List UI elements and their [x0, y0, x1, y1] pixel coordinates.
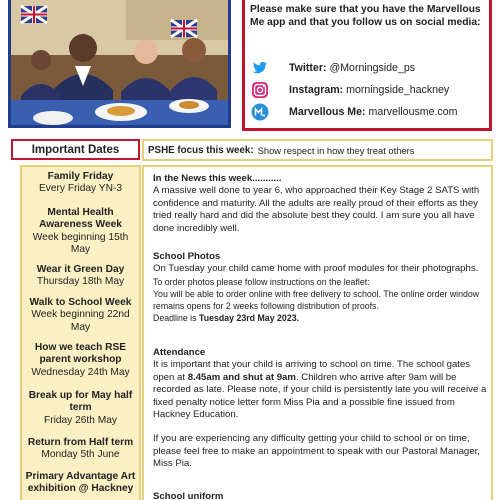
school-photos-section: School Photos On Tuesday your child came home with proof modules for their photographs. To order photos please follow instructions on the leaflet: You will be able to order online with free delivery to school. The online order window remains opens for 2 weeks following distribution of proofs. Deadline is Tuesday 23rd May 2023.: [153, 251, 487, 324]
school-uniform-heading: School uniform: [153, 491, 224, 500]
twitter-link[interactable]: Twitter: @Morningside_ps: [251, 58, 415, 78]
photo-deadline: Tuesday 23rd May 2023.: [198, 312, 300, 323]
school-photos-heading: School Photos: [153, 251, 221, 262]
twitter-icon: [251, 59, 269, 77]
social-media-box: [242, 0, 492, 131]
gate-times: 8.45am and shut at 9am: [187, 371, 296, 383]
important-dates-list: [20, 165, 141, 500]
marvellous-me-icon: [251, 103, 269, 121]
marvellous-me-link[interactable]: Marvellous Me: marvellousme.com: [251, 102, 457, 122]
pshe-label: PSHE focus this week:: [148, 144, 254, 156]
date-item: Mental Health Awareness Week Week beginning 15th May: [32, 207, 129, 255]
important-dates-heading: Important Dates: [11, 139, 140, 160]
news-heading: In the News this week...........: [153, 173, 282, 184]
instagram-icon: [251, 81, 269, 99]
date-item: Wear it Green Day Thursday 18th May: [36, 264, 125, 288]
news-section: [142, 165, 493, 500]
date-item: Break up for May half term Friday 26th May: [28, 390, 133, 426]
attendance-section: Attendance It is important that your child is arriving to school on time. The school gates open at 8.45am and shut at 9am. Children who arrive after 9am will be recorded as late. Please note, if your child is persistently late you will receive a fixed penalty notice letter form Miss Pia and a possible fine issued from Hackney Education. If you are experiencing any difficulty getting your child to school or on time, please feel free to make an appointment to speak with our Pastoral Manager, Miss Pia.: [153, 347, 487, 470]
instagram-link[interactable]: Instagram: morningside_hackney: [251, 80, 449, 100]
date-item: Walk to School Week Week beginning 22nd May: [29, 297, 132, 333]
social-intro-text: Please make sure that you have the Marvellous Me app and that you follow us on social media:: [250, 4, 481, 28]
school-uniform-section: [153, 491, 487, 500]
pshe-focus-bar: [142, 139, 493, 161]
date-item: Return from Half term Monday 5th June: [27, 437, 134, 461]
date-item: Primary Advantage Art exhibition @ Hackney: [25, 471, 136, 495]
attendance-heading: Attendance: [153, 347, 206, 358]
date-item: How we teach RSE parent workshop Wednesday 24th May: [31, 342, 130, 378]
news-intro: In the News this week........... A massive well done to year 6, who approached their Key Stage 2 SATS with confidence and maturity. All the adults are really proud of their efforts as they tried really hard and did the absolute best they could. I am sure you all have done incredibly well.: [153, 173, 487, 235]
date-item: Family Friday Every Friday YN-3: [38, 171, 123, 195]
school-lunch-photo: [8, 0, 231, 128]
pshe-text: Show respect in how they treat others: [257, 144, 415, 156]
